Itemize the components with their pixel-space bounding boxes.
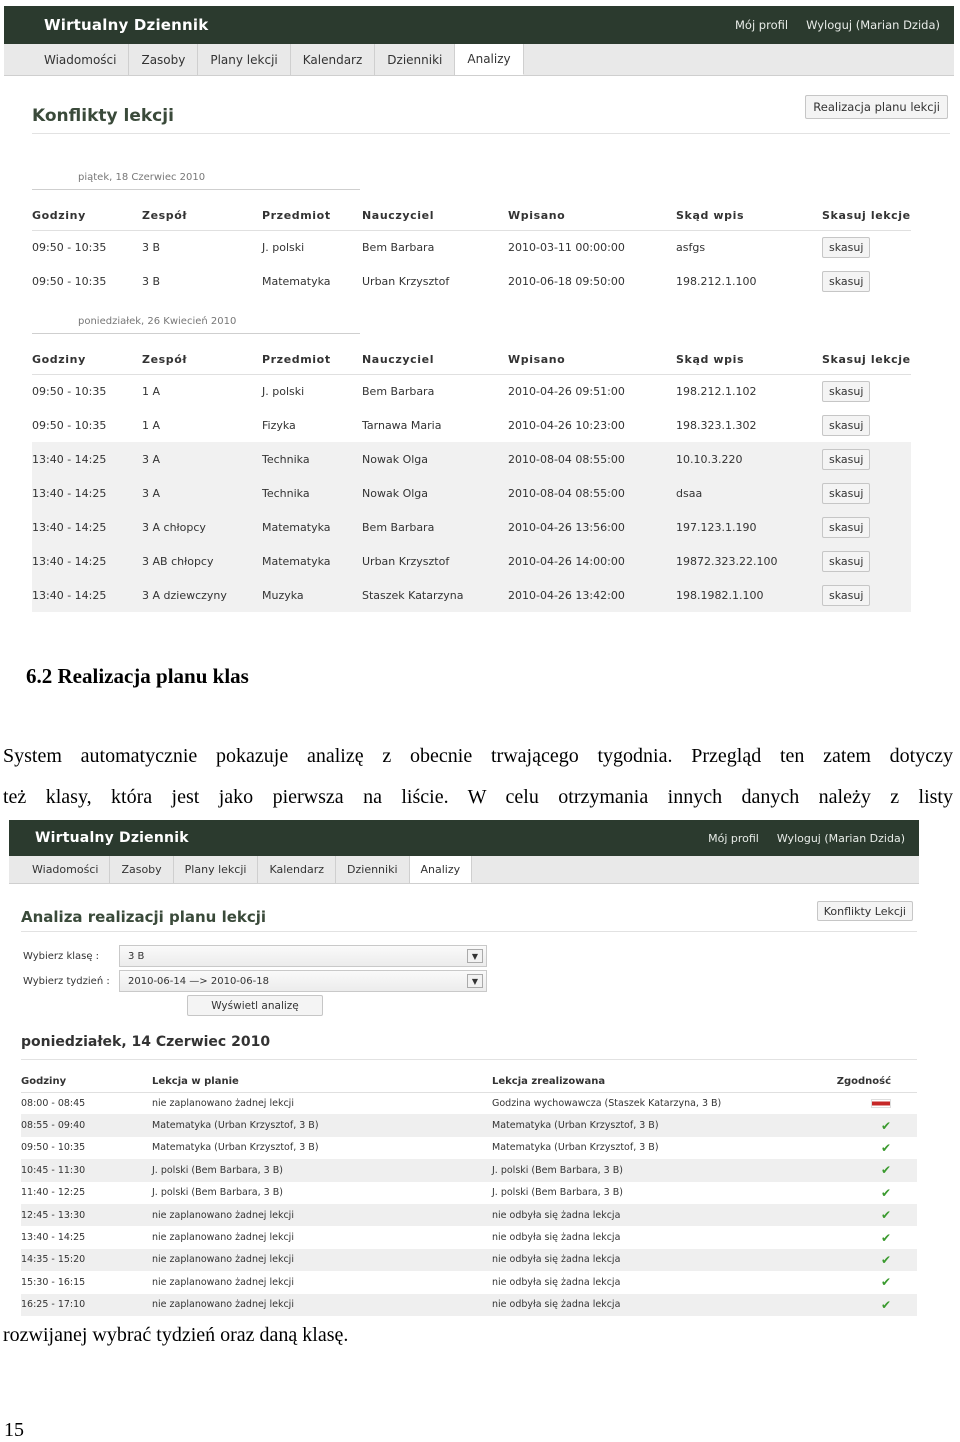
- delete-button[interactable]: skasuj: [822, 551, 870, 572]
- cell-realized: Godzina wychowawcza (Staszek Katarzyna, 3 B): [492, 1097, 722, 1109]
- cell-group: 3 B: [142, 240, 161, 254]
- table-row: [32, 264, 911, 298]
- week-select-row: [23, 970, 487, 992]
- day-title: poniedziałek, 14 Czerwiec 2010: [21, 1034, 917, 1060]
- top-bar: [4, 6, 954, 44]
- checkmark-icon: ✔: [880, 1118, 891, 1133]
- col-godziny: Godziny: [21, 1072, 152, 1092]
- cell-realized: nie odbyła się żadna lekcja: [492, 1249, 792, 1271]
- cell-planned: J. polski (Bem Barbara, 3 B): [152, 1187, 283, 1199]
- cell-group: 1 A: [142, 418, 161, 432]
- table-row: [32, 578, 911, 612]
- cell-group: 1 A: [142, 384, 161, 398]
- tab-analizy[interactable]: Analizy: [410, 856, 473, 883]
- delete-button[interactable]: skasuj: [822, 585, 870, 606]
- table-row: [21, 1092, 917, 1114]
- cell-group: 3 A: [142, 442, 262, 476]
- cell-entered: 2010-04-26 10:23:00: [508, 418, 625, 432]
- tab-plany-lekcji[interactable]: Plany lekcji: [198, 44, 290, 75]
- tab-dzienniki[interactable]: Dzienniki: [375, 44, 455, 75]
- brand-logo: Wirtualny Dziennik: [44, 16, 209, 34]
- tab-analizy[interactable]: Analizy: [455, 44, 523, 75]
- tab-dzienniki[interactable]: Dzienniki: [336, 856, 410, 883]
- dropdown-arrow-icon[interactable]: ▼: [467, 974, 483, 988]
- cell-source: 198.212.1.100: [676, 274, 757, 288]
- page-title: Analiza realizacji planu lekcji: [21, 908, 267, 926]
- col-zespol: Zespół: [142, 346, 262, 374]
- brand-logo: Wirtualny Dziennik: [35, 830, 189, 846]
- table-row: [21, 1271, 917, 1293]
- checkmark-icon: ✔: [880, 1230, 891, 1245]
- day-label: poniedziałek, 26 Kwiecień 2010: [32, 310, 360, 334]
- cell-source: asfgs: [676, 240, 706, 254]
- cell-group: 3 A: [142, 476, 262, 510]
- cell-source: 10.10.3.220: [676, 442, 822, 476]
- table-row: [21, 1249, 917, 1271]
- cell-realized: Matematyka (Urban Krzysztof, 3 B): [492, 1142, 659, 1154]
- cell-teacher: Urban Krzysztof: [362, 544, 508, 578]
- cell-subject: Matematyka: [262, 510, 362, 544]
- checkmark-icon: ✔: [880, 1140, 891, 1155]
- cell-realized: nie odbyła się żadna lekcja: [492, 1232, 621, 1244]
- table-row: [32, 374, 911, 408]
- week-select-label: Wybierz tydzień :: [23, 975, 110, 987]
- cell-teacher: Tarnawa Maria: [362, 418, 442, 432]
- tab-plany-lekcji[interactable]: Plany lekcji: [174, 856, 259, 883]
- table-row: [32, 510, 911, 544]
- page-title: Konflikty lekcji: [32, 106, 174, 126]
- table-row: [21, 1159, 917, 1181]
- cell-hours: 09:50 - 10:35: [21, 1142, 86, 1154]
- logout-link[interactable]: Wyloguj (Marian Dzida): [806, 18, 940, 32]
- cell-planned: nie zaplanowano żadnej lekcji: [152, 1097, 294, 1109]
- cell-source: 19872.323.22.100: [676, 544, 822, 578]
- col-godziny: Godziny: [32, 202, 142, 230]
- delete-button[interactable]: skasuj: [822, 381, 870, 402]
- cell-entered: 2010-04-26 09:51:00: [508, 384, 625, 398]
- col-przedmiot: Przedmiot: [262, 202, 362, 230]
- checkmark-icon: ✔: [880, 1163, 891, 1178]
- cell-planned: Matematyka (Urban Krzysztof, 3 B): [152, 1114, 492, 1136]
- cell-hours: 13:40 - 14:25: [21, 1232, 86, 1244]
- flag-icon: [871, 1099, 891, 1108]
- checkmark-icon: ✔: [880, 1208, 891, 1223]
- main-nav: [4, 44, 954, 76]
- tab-zasoby[interactable]: Zasoby: [129, 44, 198, 75]
- cell-hours: 08:00 - 08:45: [21, 1097, 86, 1109]
- cell-realized: nie odbyła się żadna lekcja: [492, 1204, 792, 1226]
- cell-hours: 13:40 - 14:25: [32, 442, 142, 476]
- table-header: [32, 202, 911, 230]
- cell-hours: 08:55 - 09:40: [21, 1114, 152, 1136]
- analysis-table: [21, 1072, 917, 1316]
- cell-entered: 2010-06-18 09:50:00: [508, 274, 625, 288]
- cell-teacher: Bem Barbara: [362, 384, 435, 398]
- top-bar: [9, 820, 919, 856]
- cell-subject: J. polski: [262, 384, 305, 398]
- cell-subject: Fizyka: [262, 418, 296, 432]
- col-nauczyciel: Nauczyciel: [362, 346, 508, 374]
- cell-planned: nie zaplanowano żadnej lekcji: [152, 1276, 294, 1288]
- cell-source: 197.123.1.190: [676, 510, 822, 544]
- cell-subject: J. polski: [262, 240, 305, 254]
- cell-subject: Technika: [262, 442, 362, 476]
- checkmark-icon: ✔: [880, 1275, 891, 1290]
- cell-planned: Matematyka (Urban Krzysztof, 3 B): [152, 1142, 319, 1154]
- cell-planned: nie zaplanowano żadnej lekcji: [152, 1249, 492, 1271]
- cell-teacher: Bem Barbara: [362, 510, 508, 544]
- delete-button[interactable]: skasuj: [822, 237, 870, 258]
- cell-hours: 13:40 - 14:25: [32, 476, 142, 510]
- cell-hours: 13:40 - 14:25: [32, 544, 142, 578]
- table-row: [21, 1226, 917, 1248]
- table-row: [21, 1204, 917, 1226]
- cell-subject: Muzyka: [262, 578, 362, 612]
- class-select[interactable]: [119, 945, 487, 967]
- cell-entered: 2010-04-26 14:00:00: [508, 544, 676, 578]
- cell-planned: nie zaplanowano żadnej lekcji: [152, 1294, 492, 1316]
- table-row: [32, 442, 911, 476]
- tab-kalendarz[interactable]: Kalendarz: [258, 856, 336, 883]
- cell-group: 3 A dziewczyny: [142, 578, 262, 612]
- conflicts-table: [32, 202, 911, 298]
- col-nauczyciel: Nauczyciel: [362, 202, 508, 230]
- cell-teacher: Nowak Olga: [362, 476, 508, 510]
- col-wpisano: Wpisano: [508, 346, 676, 374]
- cell-realized: J. polski (Bem Barbara, 3 B): [492, 1187, 623, 1199]
- cell-hours: 16:25 - 17:10: [21, 1294, 152, 1316]
- col-lekcja-w-planie: Lekcja w planie: [152, 1072, 492, 1092]
- table-row: [21, 1137, 917, 1159]
- cell-group: 3 AB chłopcy: [142, 544, 262, 578]
- paragraph-line: też klasy, która jest jako pierwsza na liście. W celu otrzymania innych danych należy z listy: [3, 786, 953, 808]
- cell-hours: 13:40 - 14:25: [32, 510, 142, 544]
- col-wpisano: Wpisano: [508, 202, 676, 230]
- cell-subject: Technika: [262, 476, 362, 510]
- col-zespol: Zespół: [142, 202, 262, 230]
- cell-hours: 13:40 - 14:25: [32, 578, 142, 612]
- col-skad-wpis: Skąd wpis: [676, 346, 822, 374]
- table-header: [21, 1072, 917, 1092]
- cell-entered: 2010-08-04 08:55:00: [508, 442, 676, 476]
- cell-planned: nie zaplanowano żadnej lekcji: [152, 1204, 492, 1226]
- delete-button[interactable]: skasuj: [822, 415, 870, 436]
- cell-planned: J. polski (Bem Barbara, 3 B): [152, 1159, 492, 1181]
- checkmark-icon: ✔: [880, 1297, 891, 1312]
- cell-group: 3 A chłopcy: [142, 510, 262, 544]
- cell-subject: Matematyka: [262, 544, 362, 578]
- week-select[interactable]: [119, 970, 487, 992]
- cell-entered: 2010-08-04 08:55:00: [508, 476, 676, 510]
- page-header: [32, 94, 950, 134]
- dropdown-arrow-icon[interactable]: ▼: [467, 949, 483, 963]
- cell-hours: 09:50 - 10:35: [32, 384, 107, 398]
- plan-analysis-screenshot: [9, 820, 919, 1322]
- table-header: [32, 346, 911, 374]
- tab-zasoby[interactable]: Zasoby: [110, 856, 173, 883]
- conflicts-table: [32, 346, 911, 612]
- table-row: [21, 1182, 917, 1204]
- table-row: [32, 230, 911, 264]
- cell-entered: 2010-04-26 13:56:00: [508, 510, 676, 544]
- table-row: [32, 476, 911, 510]
- page-number: 15: [4, 1419, 24, 1441]
- table-row: [32, 408, 911, 442]
- col-lekcja-zrealizowana: Lekcja zrealizowana: [492, 1072, 792, 1092]
- cell-entered: 2010-03-11 00:00:00: [508, 240, 625, 254]
- col-zgodnosc: Zgodność: [792, 1072, 917, 1092]
- week-select-value: 2010-06-14 —> 2010-06-18: [128, 975, 269, 987]
- checkmark-icon: ✔: [880, 1185, 891, 1200]
- cell-teacher: Staszek Katarzyna: [362, 578, 508, 612]
- delete-button[interactable]: skasuj: [822, 483, 870, 504]
- cell-source: dsaa: [676, 476, 822, 510]
- delete-button[interactable]: skasuj: [822, 271, 870, 292]
- cell-hours: 15:30 - 16:15: [21, 1276, 86, 1288]
- cell-realized: nie odbyła się żadna lekcja: [492, 1294, 792, 1316]
- show-analysis-button[interactable]: Wyświetl analizę: [187, 995, 323, 1016]
- cell-hours: 09:50 - 10:35: [32, 274, 107, 288]
- cell-hours: 14:35 - 15:20: [21, 1249, 152, 1271]
- cell-teacher: Urban Krzysztof: [362, 274, 450, 288]
- cell-hours: 11:40 - 12:25: [21, 1187, 86, 1199]
- cell-planned: nie zaplanowano żadnej lekcji: [152, 1232, 294, 1244]
- col-skasuj: Skasuj lekcje: [822, 346, 911, 374]
- my-profile-link[interactable]: Mój profil: [735, 18, 789, 32]
- cell-hours: 12:45 - 13:30: [21, 1204, 152, 1226]
- section-heading: 6.2 Realizacja planu klas: [26, 664, 249, 688]
- lesson-conflicts-button[interactable]: Konflikty Lekcji: [817, 901, 913, 921]
- main-nav: [9, 856, 919, 884]
- cell-entered: 2010-04-26 13:42:00: [508, 578, 676, 612]
- col-skad-wpis: Skąd wpis: [676, 202, 822, 230]
- cell-subject: Matematyka: [262, 274, 331, 288]
- cell-source: 198.1982.1.100: [676, 578, 822, 612]
- tab-wiadomosci[interactable]: Wiadomości: [32, 44, 129, 75]
- table-row: [21, 1114, 917, 1136]
- cell-source: 198.323.1.302: [676, 418, 757, 432]
- my-profile-link[interactable]: Mój profil: [708, 831, 759, 845]
- cell-hours: 10:45 - 11:30: [21, 1159, 152, 1181]
- cell-realized: nie odbyła się żadna lekcja: [492, 1276, 621, 1288]
- cell-group: 3 B: [142, 274, 161, 288]
- paragraph-line: rozwijanej wybrać tydzień oraz daną klasę.: [3, 1324, 349, 1346]
- tab-kalendarz[interactable]: Kalendarz: [291, 44, 376, 75]
- table-row: [32, 544, 911, 578]
- cell-source: 198.212.1.102: [676, 384, 757, 398]
- page-header: [21, 900, 917, 932]
- delete-button[interactable]: skasuj: [822, 449, 870, 470]
- table-row: [21, 1294, 917, 1316]
- cell-realized: J. polski (Bem Barbara, 3 B): [492, 1159, 792, 1181]
- cell-realized: Matematyka (Urban Krzysztof, 3 B): [492, 1114, 792, 1136]
- col-przedmiot: Przedmiot: [262, 346, 362, 374]
- class-select-value: 3 B: [128, 950, 145, 962]
- conflicts-screenshot: [4, 6, 954, 612]
- paragraph-line: System automatycznie pokazuje analizę z obecnie trwającego tygodnia. Przegląd ten zatem dotyczy: [3, 745, 953, 767]
- delete-button[interactable]: skasuj: [822, 517, 870, 538]
- checkmark-icon: ✔: [880, 1252, 891, 1267]
- plan-realization-button[interactable]: Realizacja planu lekcji: [805, 95, 948, 119]
- class-select-row: [23, 945, 487, 967]
- day-label: piątek, 18 Czerwiec 2010: [32, 166, 360, 190]
- class-select-label: Wybierz klasę :: [23, 950, 100, 962]
- cell-teacher: Bem Barbara: [362, 240, 435, 254]
- col-godziny: Godziny: [32, 346, 142, 374]
- cell-teacher: Nowak Olga: [362, 442, 508, 476]
- cell-hours: 09:50 - 10:35: [32, 418, 107, 432]
- tab-wiadomosci[interactable]: Wiadomości: [21, 856, 110, 883]
- col-skasuj: Skasuj lekcje: [822, 202, 911, 230]
- logout-link[interactable]: Wyloguj (Marian Dzida): [776, 831, 905, 845]
- cell-hours: 09:50 - 10:35: [32, 240, 107, 254]
